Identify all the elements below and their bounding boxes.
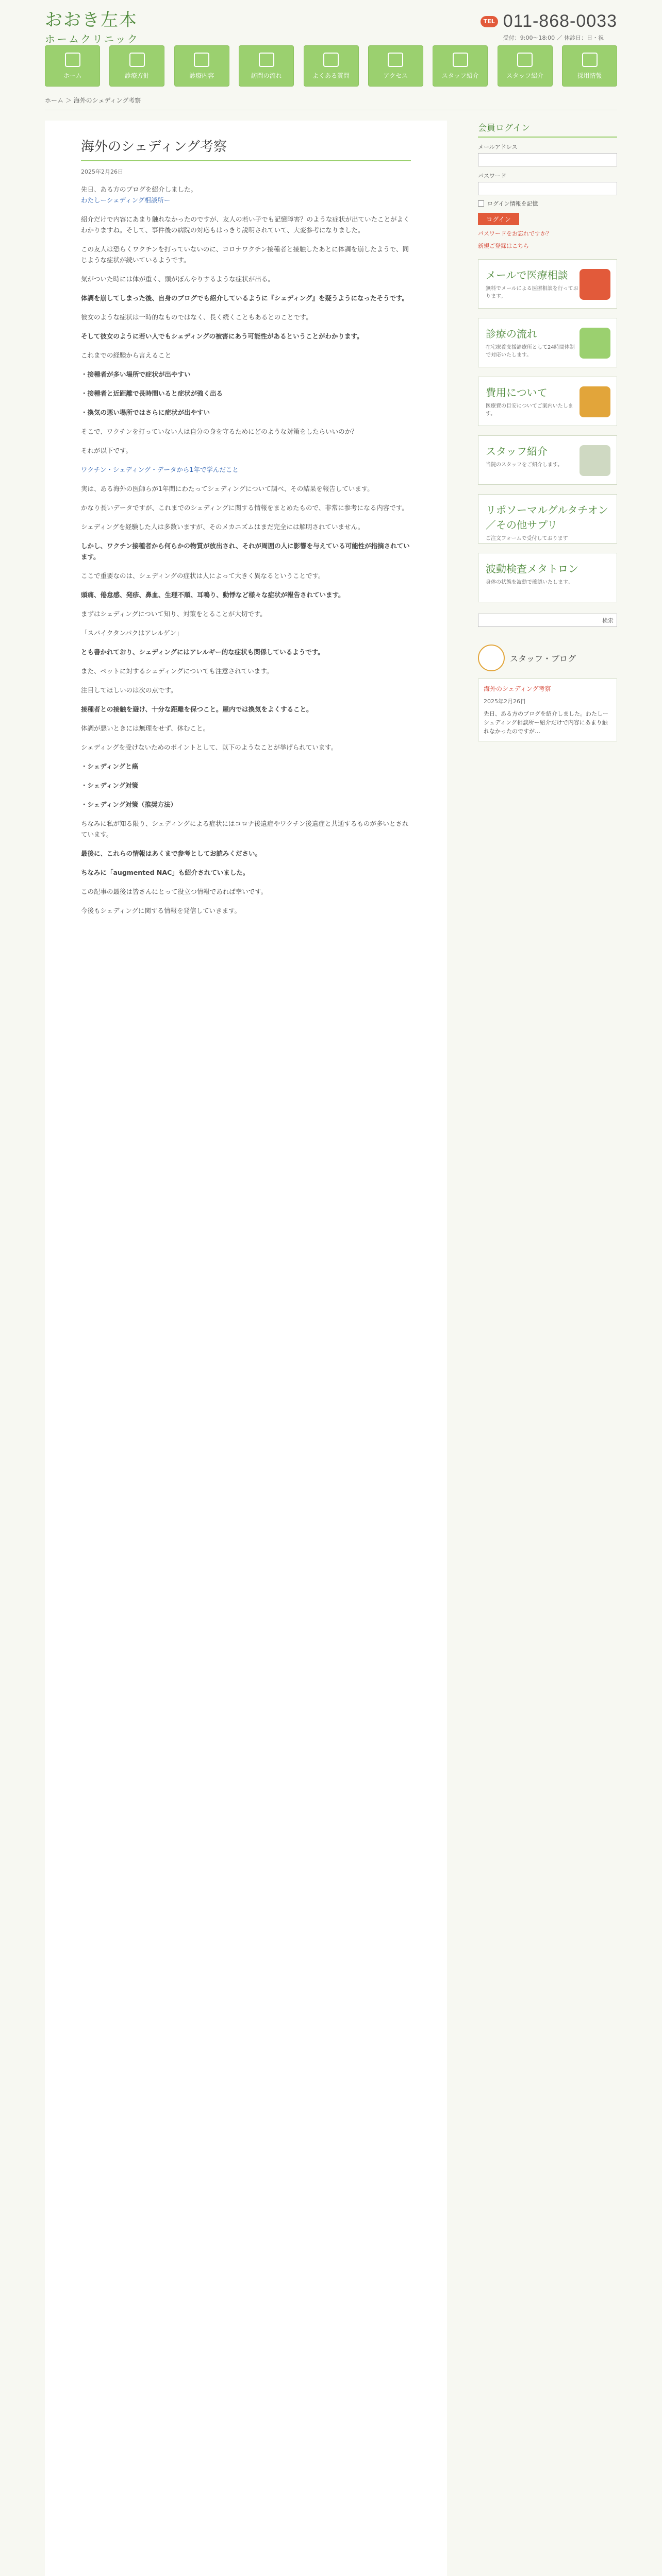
nav-access[interactable] — [368, 45, 423, 87]
bold-paragraph: とも書かれており、シェディングにはアレルギー的な症状も関係しているようです。 — [81, 648, 324, 656]
banner-sub: 身体の状態を波動で確認いたします。 — [486, 580, 573, 585]
post-date: 2025年2月26日 — [81, 168, 123, 175]
page-title: 海外のシェディング考察 — [81, 136, 411, 161]
banner-title: 費用について — [486, 386, 548, 399]
paragraph: 注目してほしいのは次の点です。 — [81, 686, 177, 694]
paragraph: 「スパイクタンパクはアレルゲン」 — [81, 629, 183, 637]
paragraph: これまでの経験から言えること — [81, 351, 172, 359]
highlight-paragraph: ・換気の悪い場所ではさらに症状が出やすい — [81, 409, 210, 416]
paragraph: また、ペットに対するシェディングについても注意されています。 — [81, 667, 273, 675]
document-icon — [129, 53, 145, 67]
nav-recruit[interactable] — [562, 45, 617, 87]
phone-icon: TEL — [481, 16, 498, 27]
nav-label: 診療方針 — [124, 72, 150, 79]
login-button[interactable]: ログイン — [478, 213, 519, 225]
paragraph: 彼女のような症状は一時的なものではなく、長く続くこともあるとのことです。 — [81, 313, 312, 321]
banner-sub: 当院のスタッフをご紹介します。 — [486, 462, 563, 468]
highlight-paragraph: ・接種者と近距離で長時間いると症状が強く出る — [81, 389, 223, 397]
nav-flow[interactable] — [239, 45, 294, 87]
tel-box — [481, 11, 617, 42]
highlight-paragraph: 体調を崩してしまった後、自身のブログでも紹介しているように『シェディング』を疑うようになったそうです。 — [81, 294, 409, 302]
mail-icon — [580, 269, 610, 300]
logo-sub-text: ホームクリニック — [45, 33, 139, 45]
pencil-icon — [453, 53, 468, 67]
briefcase-icon — [582, 53, 598, 67]
nav-label: よくある質問 — [312, 72, 350, 79]
highlight-paragraph: 頭痛、倦怠感、発疹、鼻血、生理不順、耳鳴り、動悸など様々な症状が報告されています。 — [81, 591, 345, 599]
banner-sub: 無料でメールによる医療相談を行っております。 — [486, 286, 578, 299]
blog-card[interactable] — [478, 679, 617, 741]
map-icon — [388, 53, 403, 67]
sidebar — [478, 121, 617, 2576]
register-link[interactable]: 新規ご登録はこちら — [478, 243, 529, 249]
paragraph: この友人は恐らくワクチンを打っていないのに、コロナワクチン接種者と接触したあとに体調を崩したようで、同じような症状が続いているようです。 — [81, 245, 409, 264]
paragraph: 気がついた時には体が重く、頭がぼんやりするような症状が出る。 — [81, 275, 274, 283]
paragraph: 先日、ある方のブログを紹介しました。 — [81, 185, 197, 193]
tel-number[interactable]: 011-868-0033 — [503, 11, 617, 31]
blog-card-title: 海外のシェディング考察 — [484, 685, 551, 692]
banner-staff[interactable] — [478, 435, 617, 485]
article — [45, 121, 447, 2576]
banner-sub: 医療費の目安についてご案内いたします。 — [486, 403, 573, 417]
nav-label: 訪問の流れ — [251, 72, 282, 79]
paragraph: そこで、ワクチンを打っていない人は自分の身を守るためにどのような対策をしたらいいのか？ — [81, 428, 358, 435]
question-icon — [323, 53, 339, 67]
staff-blog-title: スタッフ・ブログ — [510, 653, 576, 664]
list-item: ・シェディング対策（推奨方法） — [81, 801, 177, 808]
banner-sub: 在宅療養支援診療所として24時間体制で対応いたします。 — [486, 345, 575, 358]
email-label: メールアドレス — [478, 144, 518, 150]
home-icon — [65, 53, 80, 67]
nav-policy[interactable] — [109, 45, 164, 87]
nav-home[interactable] — [45, 45, 100, 87]
nav-label: スタッフ紹介 — [441, 72, 479, 79]
logo-main-text: おおき左本 — [45, 10, 138, 30]
nav-staff[interactable] — [498, 45, 553, 87]
paragraph: かなり長いデータですが、これまでのシェディングに関する情報をまとめたもので、非常に参考になる内容です。 — [81, 504, 408, 512]
remember-label: ログイン情報を記憶 — [487, 200, 538, 207]
password-label: パスワード — [478, 173, 506, 179]
nav-label: 診療内容 — [189, 72, 214, 79]
banner-supplement[interactable] — [478, 494, 617, 544]
bold-paragraph: 接種者との接触を避け、十分な距離を保つこと。屋内では換気をよくすること。 — [81, 705, 313, 713]
paragraph: 実は、ある海外の医師らが1年間にわたってシェディングについて調べ、その結果を報告しています。 — [81, 485, 374, 493]
paragraph: シェディングを受けないためのポイントとして、以下のようなことが挙げられています。 — [81, 743, 338, 751]
money-icon — [580, 386, 610, 417]
bold-paragraph: ちなみに「augmented NAC」も紹介されていました。 — [81, 869, 250, 876]
paragraph: シェディングを経験した人は多数いますが、そのメカニズムはまだ完全には解明されていません。 — [81, 523, 365, 531]
banner-title: 波動検査メタトロン — [486, 563, 578, 575]
list-item: ・シェディングと癌 — [81, 762, 139, 770]
search-button[interactable]: 検索 — [602, 617, 614, 624]
paragraph: この記事の最後は皆さんにとって役立つ情報であれば幸いです。 — [81, 888, 268, 895]
building-icon — [580, 328, 610, 359]
banner-title: スタッフ紹介 — [486, 445, 548, 457]
article-body — [81, 184, 411, 916]
paragraph: 体調が悪いときには無理をせず、休むこと。 — [81, 724, 210, 732]
nav-label: スタッフ紹介 — [506, 72, 544, 79]
site-logo[interactable] — [45, 10, 139, 46]
bold-paragraph: しかし、ワクチン接種者から何らかの物質が放出され、それが周囲の人に影響を与えている可能性が指摘されています。 — [81, 542, 410, 561]
breadcrumb[interactable]: ホーム ＞ 海外のシェディング考察 — [45, 96, 617, 110]
source-link[interactable]: ワクチン・シェディング・データから1年で学んだこと — [81, 466, 239, 473]
office-hours: 受付：9:00～18:00 ／ 休診日：日・祝 — [503, 35, 604, 41]
global-nav — [45, 45, 617, 87]
banner-title: メールで医療相談 — [486, 269, 568, 281]
blog-link[interactable]: わたしーシェディング相談所ー — [81, 196, 171, 204]
paragraph: 紹介だけで内容にあまり触れなかったのですが、友人の若い子でも記憶障害？のような症状が出ていたことがよくわかりますね。そして、事件後の病院の対応もはっきり説明されていて、大変参考になりました。 — [81, 215, 410, 234]
nav-label: アクセス — [383, 72, 408, 79]
person-icon — [517, 53, 533, 67]
paragraph: まずはシェディングについて知り、対策をとることが大切です。 — [81, 610, 267, 618]
staff-photo — [580, 445, 610, 476]
clipboard-icon — [194, 53, 209, 67]
banner-flow[interactable] — [478, 318, 617, 367]
checkbox-icon — [478, 200, 484, 207]
password-field[interactable] — [478, 182, 617, 195]
nav-services[interactable] — [174, 45, 229, 87]
banner-title: 診療の流れ — [486, 328, 537, 340]
staff-blog-widget — [478, 645, 617, 741]
nav-label: ホーム — [63, 72, 82, 79]
paragraph: それが以下です。 — [81, 447, 133, 454]
search-input[interactable] — [478, 614, 617, 627]
email-field[interactable] — [478, 153, 617, 166]
banner-sub: ご注文フォームで受付しております — [486, 536, 568, 541]
blog-card-date: 2025年2月26日 — [484, 698, 526, 705]
banner-title: リポソーマルグルタチオン／その他サプリ — [486, 504, 608, 531]
highlight-paragraph: 最後に、これらの情報はあくまで参考としてお読みください。 — [81, 850, 262, 857]
bold-paragraph: そして彼女のように若い人でもシェディングの被害にあう可能性があるということがわかります。 — [81, 332, 363, 340]
paragraph: ちなみに私が知る限り、シェディングによる症状にはコロナ後遺症やワクチン後遺症と共通するものが多いとされています。 — [81, 820, 409, 838]
flow-icon — [259, 53, 274, 67]
banner-metatron[interactable] — [478, 553, 617, 602]
forgot-password-link[interactable]: パスワードをお忘れですか？ — [478, 230, 552, 237]
login-title: 会員ログイン — [478, 121, 617, 138]
highlight-paragraph: ・接種者が多い場所で症状が出やすい — [81, 370, 191, 378]
nav-label: 採用情報 — [577, 72, 602, 79]
nav-faq[interactable] — [304, 45, 359, 87]
remember-checkbox[interactable] — [478, 199, 617, 208]
banner-cost[interactable] — [478, 377, 617, 426]
site-header — [45, 0, 617, 45]
paragraph: 今後もシェディングに関する情報を発信していきます。 — [81, 907, 241, 914]
list-item: ・シェディング対策 — [81, 782, 139, 789]
paragraph: ここで重要なのは、シェディングの症状は人によって大きく異なるということです。 — [81, 572, 325, 580]
blog-badge-icon — [478, 645, 505, 671]
banner-mail-consult[interactable] — [478, 259, 617, 309]
nav-staff-blog[interactable] — [433, 45, 488, 87]
blog-card-excerpt: 先日、ある方のブログを紹介しました。わたしーシェディング相談所ー紹介だけで内容にあまり触れなかったのですが… — [484, 710, 608, 735]
